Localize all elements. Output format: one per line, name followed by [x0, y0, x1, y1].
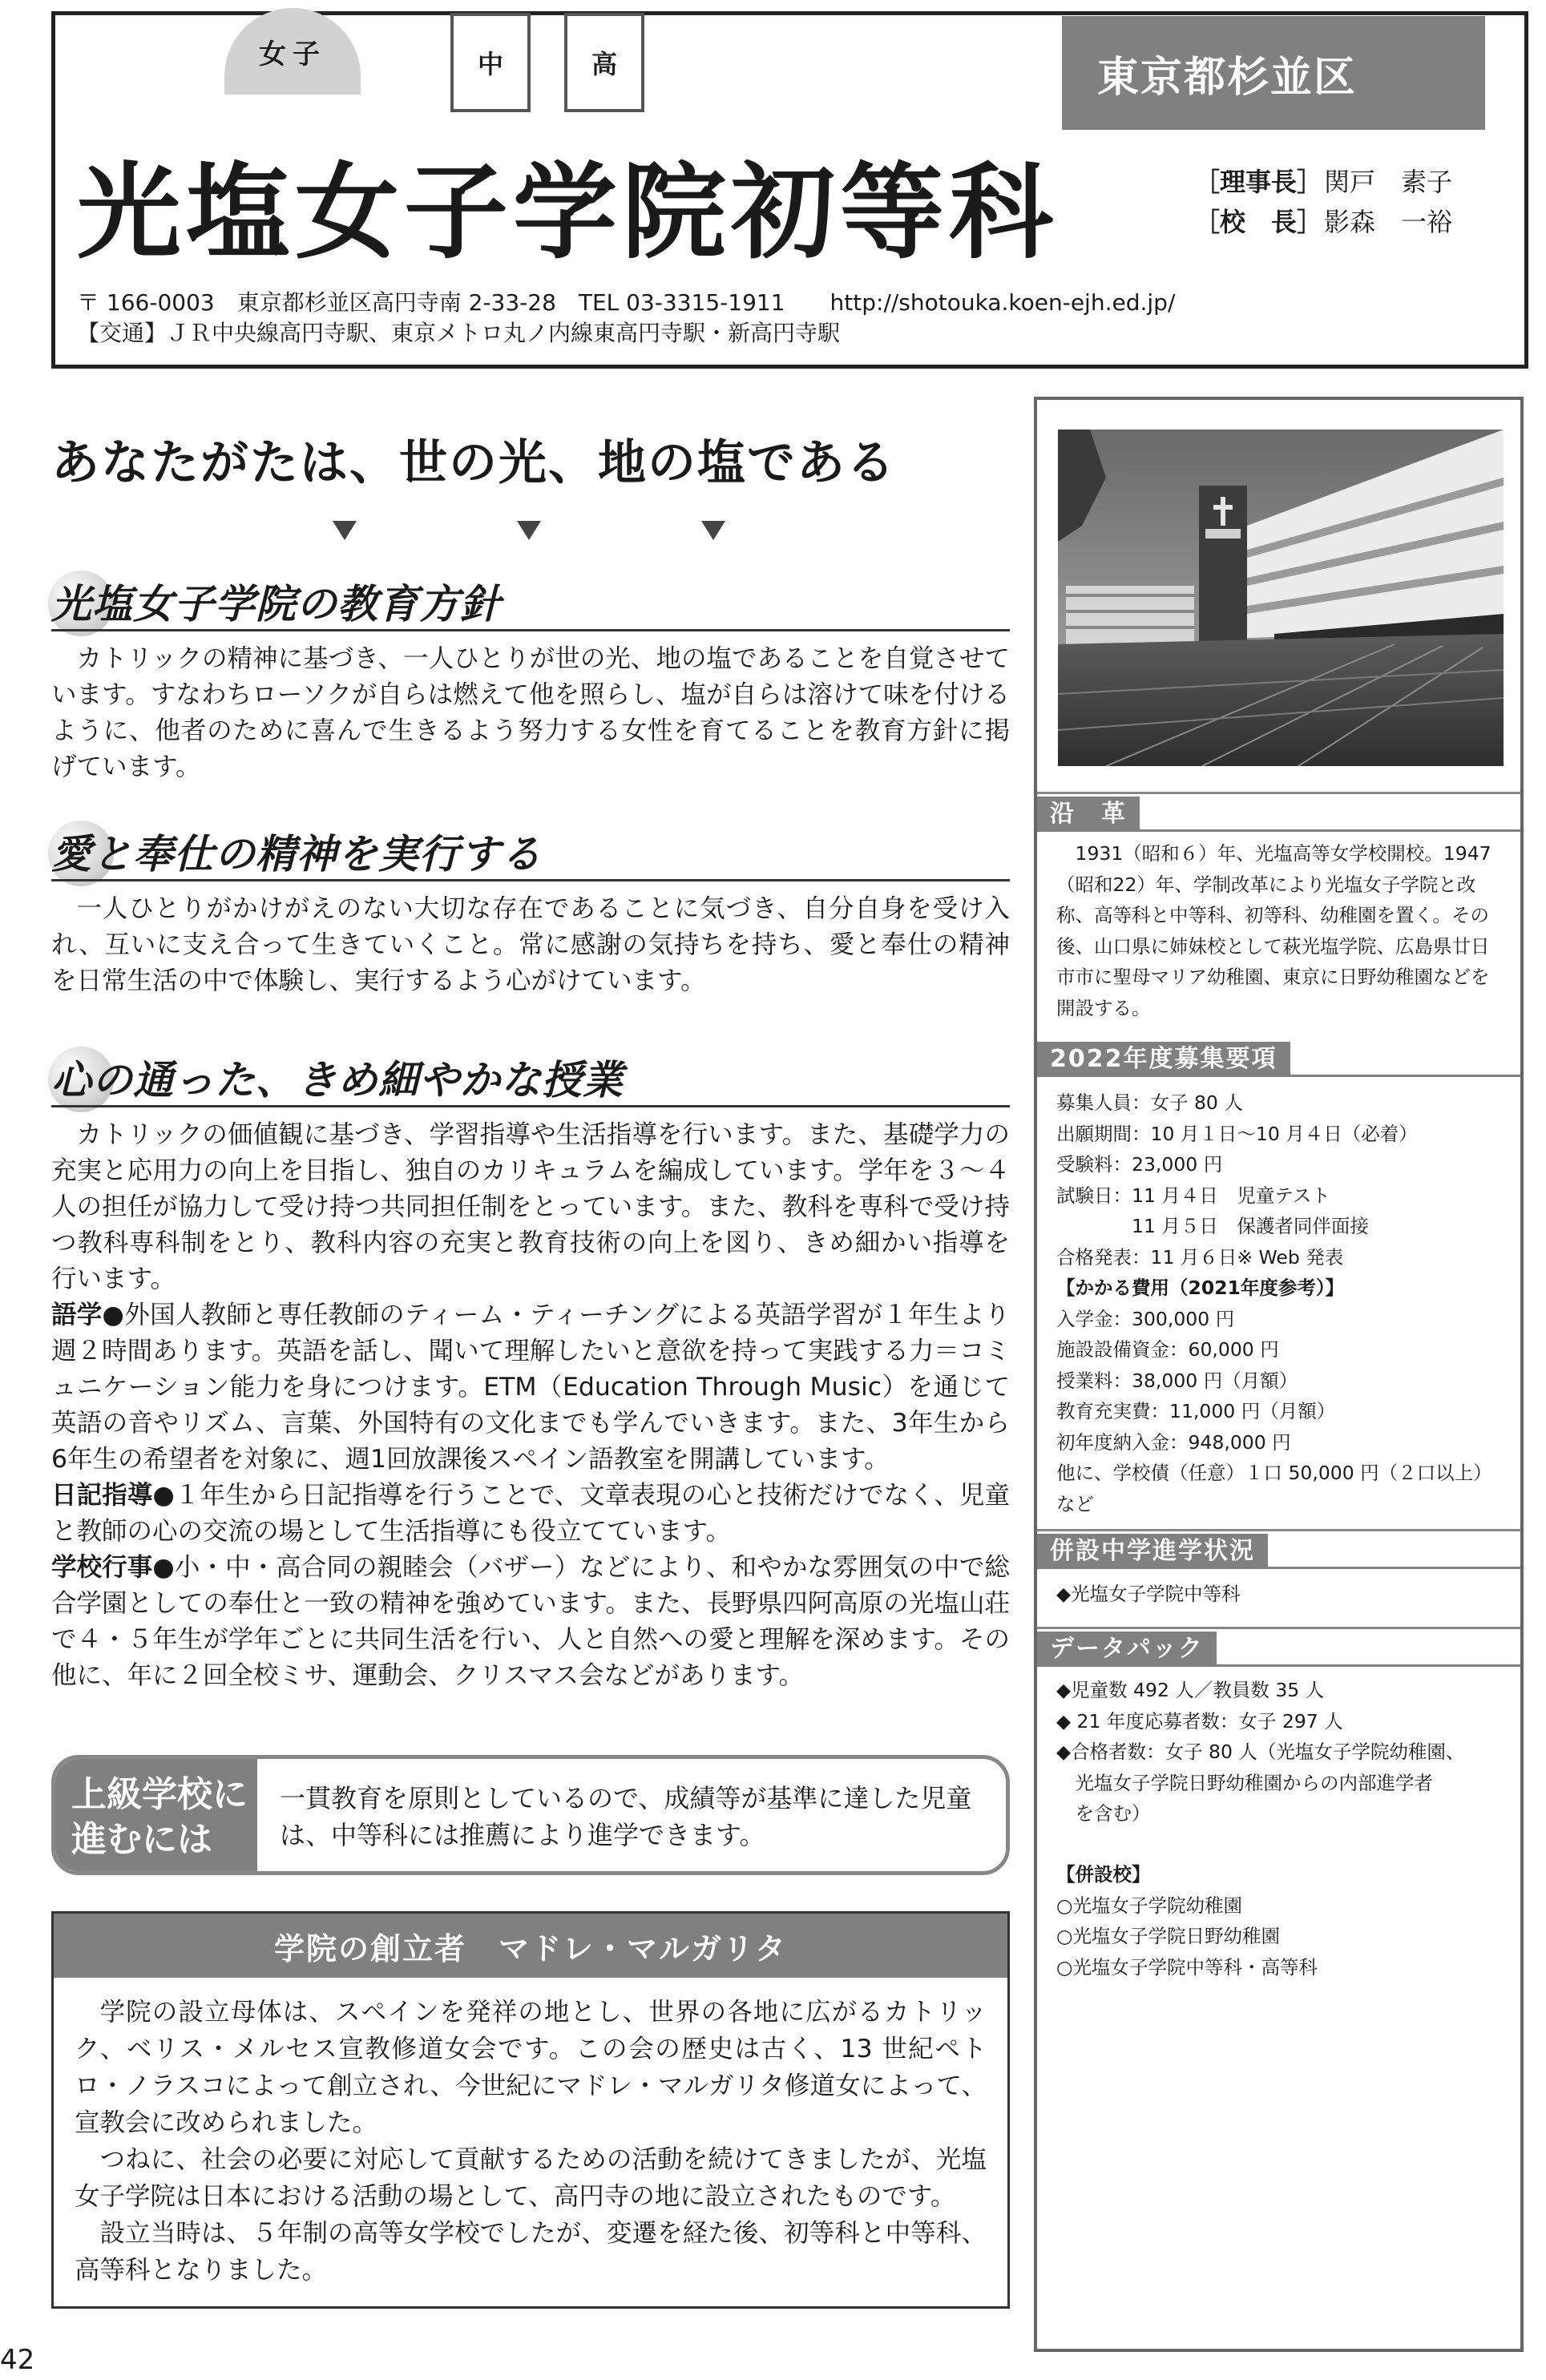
- advance-label: 上級学校に進むには: [55, 1759, 257, 1871]
- recruit-line: 11 月５日 保護者同伴面接: [1056, 1215, 1369, 1237]
- section-heading-text: 愛と奉仕の精神を実行する: [51, 831, 542, 877]
- cost-line: 教育充実費：11,000 円（月額）: [1056, 1400, 1336, 1422]
- heading-rule: [1037, 1664, 1520, 1667]
- officer-chairperson: [1194, 162, 1452, 199]
- paragraph: 設立当時は、５年制の高等女学校でしたが、変遷を経た後、初等科と中等科、高等科となりました。: [75, 2219, 987, 2285]
- founder-title: 学院の創立者 マドレ・マルガリタ: [54, 1914, 1007, 1978]
- heading-rule: [1037, 1567, 1520, 1569]
- paragraph-language: [51, 1297, 1010, 1478]
- officer-role: ［校 長］: [1194, 207, 1323, 237]
- school-building-photo: [1058, 430, 1504, 766]
- label-events: 学校行事●: [51, 1553, 175, 1582]
- paragraph-events: [51, 1550, 1010, 1694]
- paragraph: 学院の設立母体は、スペインを発祥の地とし、世界の各地に広がるカトリック、ベリス・メルセス宣教修道女会です。この会の歴史は古く、13 世紀ペトロ・ノラスコによって創立され、今世紀にマドレ・マルガリタ修道女によって、宣教会に改められました。: [75, 1998, 987, 2137]
- cost-line: 初年度納入金：948,000 円: [1056, 1430, 1291, 1454]
- officer-name: 影森 一裕: [1324, 207, 1453, 237]
- section-body-love-service: [51, 891, 1010, 999]
- section-body-education-policy: [51, 641, 1010, 785]
- section-heading-love-service: [51, 819, 1010, 881]
- datapack-line: ◆ 21 年度応募者数：女子 297 人: [1056, 1709, 1343, 1733]
- jhs-title: 併設中学進学状況: [1037, 1534, 1268, 1569]
- cost-line: 他に、学校債（任意）１口 50,000 円（２口以上）: [1056, 1462, 1492, 1484]
- affiliated-item: ○光塩女子学院日野幼稚園: [1056, 1925, 1281, 1947]
- sidebar-heading-datapack: [1037, 1632, 1520, 1667]
- heading-rule: [1037, 829, 1520, 832]
- affiliated-item: ○光塩女子学院中等科・高等科: [1056, 1955, 1318, 1979]
- recruit-title: 2022年度募集要項: [1037, 1042, 1290, 1077]
- paragraph: つねに、社会の必要に対応して貢献するための活動を続けてきましたが、光塩女子学院は日本における活動の場として、高円寺の地に設立されたものです。: [75, 2145, 987, 2211]
- history-body: 1931（昭和６）年、光塩高等女学校開校。1947（昭和22）年、学制改革により光塩女子学院と改称、高等科と中等科、初等科、幼稚園を置く。その後、山口県に姉妹校として萩光塩学院、広島県廿日市市に聖母マリア幼稚園、東京に日野幼稚園などを開設する。: [1056, 842, 1492, 1019]
- down-triangle-icon: [701, 521, 725, 540]
- tag-high-school: 高: [564, 13, 644, 112]
- recruit-line: 合格発表：11 月６日※ Web 発表: [1056, 1245, 1344, 1269]
- section-heading-lessons: [51, 1045, 1010, 1107]
- school-name: 光塩女子学院初等科: [77, 151, 1059, 273]
- sidebar-divider: [1037, 1529, 1520, 1531]
- section-heading-text: 心の通った、きめ細やかな授業: [51, 1057, 624, 1103]
- cost-line: など: [1056, 1492, 1094, 1515]
- paragraph: カトリックの価値観に基づき、学習指導や生活指導を行います。また、基礎学力の充実と応用力の向上を目指し、独自のカリキュラムを編成しています。学年を３～４人の担任が協力して受け持つ共同担任制をとっています。また、教科を専科で受け持つ教科専科制をとり、教科内容の充実と教育技術の向上を図り、きめ細かい指導を行います。: [51, 1120, 1010, 1293]
- cost-title: 【かかる費用（2021年度参考）】: [1056, 1277, 1345, 1299]
- sidebar-heading-recruitment: [1037, 1042, 1520, 1077]
- down-triangle-icon: [517, 521, 541, 540]
- affiliated-title: 【併設校】: [1056, 1863, 1151, 1886]
- section-heading-education-policy: [51, 569, 1010, 631]
- ward-label: 東京都杉並区: [1062, 16, 1485, 130]
- history-title: 沿 革: [1037, 797, 1140, 832]
- section-body-lessons: [51, 1117, 1010, 1694]
- access-line: 【交通】ＪＲ中央線高円寺駅、東京メトロ丸ノ内線東高円寺駅・新高円寺駅: [77, 320, 841, 346]
- cost-line: 施設設備資金：60,000 円: [1056, 1338, 1279, 1361]
- advance-text: 一貫教育を原則としているので、成績等が基準に達した児童は、中等科には推薦により進学できます。: [280, 1783, 972, 1850]
- paragraph: カトリックの精神に基づき、一人ひとりが世の光、地の塩であることを自覚させています。すなわちローソクが自らは燃えて他を照らし、塩が自らは溶けて味を付けるように、他者のために喜んで生きるよう努力する女性を育てることを教育方針に掲げています。: [51, 644, 1010, 781]
- sidebar-heading-history: [1037, 797, 1520, 832]
- datapack-line: 光塩女子学院日野幼稚園からの内部進学者: [1056, 1771, 1433, 1794]
- officer-role: ［理事長］: [1194, 167, 1323, 197]
- heading-rule: [51, 879, 1010, 881]
- history-text: [1056, 838, 1505, 1023]
- recruit-line: 出願期間：10 月１日～10 月４日（必着）: [1056, 1122, 1418, 1145]
- address-line: 〒 166-0003 東京都杉並区高円寺南 2-33-28 TEL 03-3315-1911 http://shotouka.koen-ejh.ed.jp/: [77, 289, 1176, 316]
- founder-body: [75, 1994, 987, 2289]
- datapack-details: [1056, 1675, 1505, 1829]
- datapack-line: ◆児童数 492 人／教員数 35 人: [1056, 1679, 1325, 1701]
- cost-line: 入学金：300,000 円: [1056, 1307, 1235, 1330]
- officer-principal: [1194, 202, 1452, 239]
- section-heading-text: 光塩女子学院の教育方針: [51, 581, 501, 627]
- paragraph-diary: [51, 1478, 1010, 1550]
- page-number: 42: [0, 2344, 35, 2376]
- down-triangle-icon: [333, 521, 357, 540]
- paragraph: 一人ひとりがかけがえのない大切な存在であることに気づき、自分自身を受け入れ、互いに支え合って生きていくこと。常に感謝の気持ちを持ち、愛と奉仕の精神を日常生活の中で体験し、実行するよう心がけています。: [51, 894, 1010, 995]
- datapack-line: ◆合格者数：女子 80 人（光塩女子学院幼稚園、: [1056, 1741, 1465, 1763]
- officer-name: 関戸 素子: [1324, 167, 1453, 197]
- text-events: 小・中・高合同の親睦会（バザー）などにより、和やかな雰囲気の中で総合学園としての奉仕と一致の精神を強めています。また、長野県四阿高原の光塩山荘で４・５年生が学年ごとに共同生活を行い、人と自然への愛と理解を深めます。その他に、年に２回全校ミサ、運動会、クリスマス会などがあります。: [51, 1553, 1010, 1690]
- school-motto: あなたがたは、世の光、地の塩である: [51, 435, 896, 491]
- heading-rule: [51, 629, 1010, 631]
- sidebar-heading-jhs: [1037, 1534, 1520, 1569]
- founder-box: [51, 1911, 1010, 2309]
- label-language: 語学●: [51, 1301, 125, 1329]
- sidebar-divider: [1037, 792, 1520, 794]
- text-diary: １年生から日記指導を行うことで、文章表現の心と技術だけでなく、児童と教師の心の交流の場として生活指導にも役立てています。: [51, 1481, 1010, 1546]
- heading-rule: [51, 1105, 1010, 1107]
- recruit-details: [1056, 1087, 1505, 1519]
- sidebar-divider: [1037, 1627, 1520, 1629]
- advance-info-box: [51, 1755, 1010, 1875]
- jhs-line: ◆光塩女子学院中等科: [1056, 1583, 1241, 1605]
- jhs-details: [1056, 1579, 1505, 1610]
- cost-line: 授業料：38,000 円（月額）: [1056, 1369, 1298, 1392]
- heading-rule: [1037, 1075, 1520, 1077]
- tag-girls-school: 女子: [224, 8, 361, 95]
- datapack-line: を含む）: [1056, 1802, 1151, 1825]
- recruit-line: 受験料：23,000 円: [1056, 1153, 1223, 1176]
- affiliated-item: ○光塩女子学院幼稚園: [1056, 1894, 1243, 1917]
- label-diary: 日記指導●: [51, 1481, 176, 1510]
- recruit-line: 募集人員：女子 80 人: [1056, 1091, 1243, 1114]
- text-language: 外国人教師と専任教師のティーム・ティーチングによる英語学習が１年生より週２時間あります。英語を話し、聞いて理解したいと意欲を持って実践する力＝コミュニケーション能力を身につけます。ETM（Education Through Music）を通じて英語の音やリズム、言葉、外国特有の文化までも学んでいきます。また、3年生から6年生の希望者を対象に、週1回放課後スペイン語教室を開講しています。: [51, 1301, 1010, 1474]
- school-building-illustration: [1058, 430, 1504, 766]
- tag-junior-high: 中: [450, 13, 531, 112]
- recruit-line: 試験日：11 月４日 児童テスト: [1056, 1184, 1330, 1207]
- affiliated-schools: [1056, 1859, 1505, 1983]
- datapack-title: データパック: [1037, 1632, 1217, 1667]
